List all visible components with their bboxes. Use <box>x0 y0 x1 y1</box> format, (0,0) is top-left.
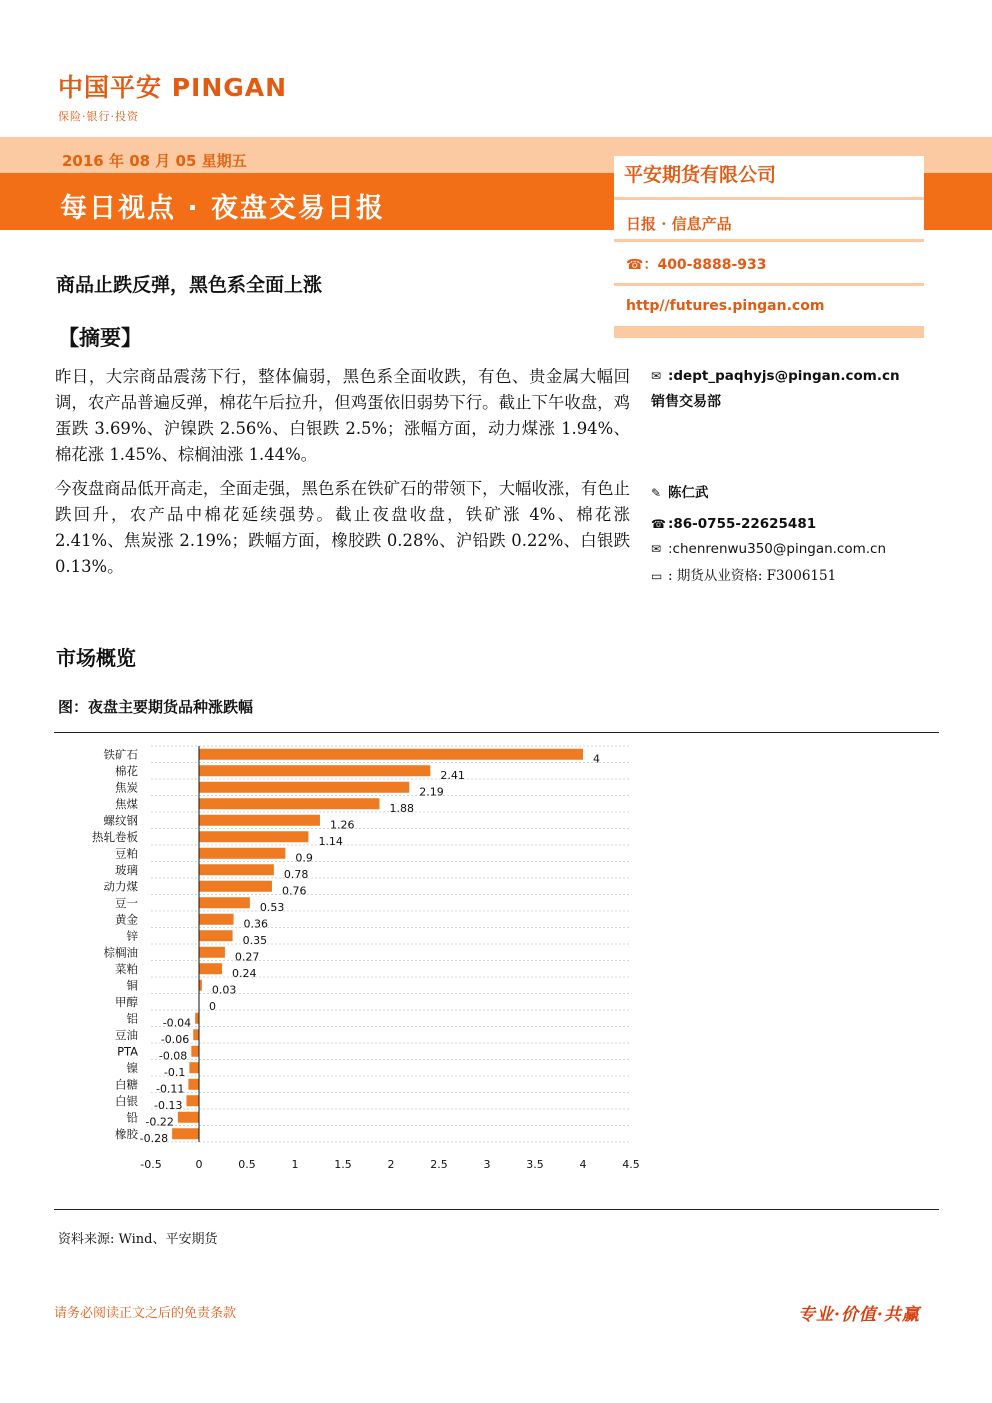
category-label: 玻璃 <box>115 862 138 877</box>
bar <box>199 881 272 892</box>
data-label: 2.41 <box>440 768 465 782</box>
data-label: 1.14 <box>318 834 343 848</box>
data-label: 0.78 <box>283 867 309 881</box>
disclaimer-note: 请务必阅读正文之后的免责条款 <box>54 1306 237 1321</box>
bar <box>199 749 583 760</box>
license-text: : 期货从业资格: F3006151 <box>668 568 837 584</box>
category-label: 焦炭 <box>115 780 138 795</box>
data-label: 0.36 <box>243 917 269 931</box>
license-row <box>651 564 836 584</box>
pen-icon: ✎ <box>651 486 662 500</box>
analyst-name-row <box>651 481 709 501</box>
data-label: -0.11 <box>155 1082 185 1096</box>
abstract-label: 【摘要】 <box>58 326 142 350</box>
product-type: 日报 · 信息产品 <box>614 200 924 242</box>
bar <box>199 831 308 842</box>
category-label: 豆油 <box>115 1027 138 1042</box>
category-label: 螺纹钢 <box>103 813 138 828</box>
analyst-phone: :86-0755-22625481 <box>668 516 817 532</box>
analyst-email: :chenrenwu350@pingan.com.cn <box>668 541 887 557</box>
bar <box>199 848 285 859</box>
category-label: 白银 <box>115 1093 138 1108</box>
bar <box>172 1128 199 1139</box>
analyst-name: 陈仁武 <box>668 485 709 501</box>
report-date: 2016 年 08 月 05 星期五 <box>62 152 247 170</box>
figure-top-rule <box>54 732 939 733</box>
category-label: 镍 <box>126 1060 138 1075</box>
category-label: 棕榈油 <box>103 945 138 960</box>
x-tick-label: 3.5 <box>526 1158 544 1171</box>
sidebar-band-end <box>614 326 924 338</box>
data-label: 0.03 <box>211 983 237 997</box>
bar <box>199 963 222 974</box>
data-label: -0.06 <box>160 1032 190 1046</box>
category-label: 豆一 <box>115 895 138 910</box>
category-label: 白糖 <box>115 1077 138 1092</box>
data-label: 0.53 <box>259 900 285 914</box>
bar <box>199 864 274 875</box>
category-label: 锌 <box>126 928 138 943</box>
hotline-number: 400-8888-933 <box>657 257 767 273</box>
x-tick-label: 2.5 <box>430 1158 448 1171</box>
analyst-email-row[interactable] <box>651 541 886 557</box>
data-label: 4 <box>593 752 600 766</box>
pingan-logo <box>58 68 287 124</box>
category-label: 铁矿石 <box>103 747 138 762</box>
summary-paragraph-1: 昨日，大宗商品震荡下行，整体偏弱，黑色系全面收跌，有色、贵金属大幅回调，农产品普遍反弹，棉花午后拉升，但鸡蛋依旧弱势下行。截止下午收盘，鸡蛋跌 3.69%、沪镍跌 2.56%、白银跌 2.5%；涨幅方面，动力煤涨 1.94%、棉花涨 1.45%、棕榈油涨 1.44%。 <box>55 367 630 464</box>
x-tick-label: 1 <box>291 1158 299 1171</box>
figure-title: 图：夜盘主要期货品种涨跌幅 <box>58 698 254 716</box>
data-label: 0.76 <box>281 884 307 898</box>
bar <box>191 1046 199 1057</box>
data-label: -0.13 <box>154 1098 183 1112</box>
dept-email[interactable] <box>651 368 900 384</box>
source-note: 资料来源: Wind、平安期货 <box>58 1232 218 1247</box>
phone-icon: ☎ <box>651 517 666 531</box>
department-name: 销售交易部 <box>651 394 721 410</box>
bar <box>193 1029 199 1040</box>
phone-icon: ☎ <box>626 257 644 273</box>
bar <box>188 1079 199 1090</box>
data-label: 1.26 <box>329 818 355 832</box>
x-tick-label: 2 <box>387 1158 395 1171</box>
bar <box>195 1013 199 1024</box>
report-title: 每日视点 · 夜盘交易日报 <box>60 193 386 224</box>
dept-email-text: :dept_paqhyjs@pingan.com.cn <box>668 368 900 384</box>
data-label: -0.22 <box>145 1115 174 1129</box>
bar <box>199 782 409 793</box>
bar <box>199 897 250 908</box>
category-label: 黄金 <box>115 912 138 927</box>
data-label: 0.35 <box>242 933 268 947</box>
data-label: 0.24 <box>232 966 257 980</box>
x-tick-label: 4 <box>579 1158 587 1171</box>
x-tick-label: -0.5 <box>140 1158 162 1171</box>
x-tick-label: 3 <box>483 1158 491 1171</box>
analyst-phone-row <box>651 516 816 532</box>
bar <box>199 815 320 826</box>
data-label: -0.1 <box>163 1065 186 1079</box>
bar <box>199 930 233 941</box>
data-label: -0.08 <box>158 1049 188 1063</box>
bar <box>199 798 379 809</box>
logo-subtitle: 保险·银行·投资 <box>58 110 139 123</box>
category-label: 甲醇 <box>115 994 138 1009</box>
figure-bottom-rule <box>54 1209 939 1210</box>
category-label: 豆粕 <box>115 846 138 861</box>
bar <box>178 1112 199 1123</box>
category-label: 热轧卷板 <box>92 829 138 844</box>
x-tick-label: 4.5 <box>622 1158 640 1171</box>
company-name: 平安期货有限公司 <box>614 156 924 200</box>
summary-paragraph-2: 今夜盘商品低开高走，全面走强，黑色系在铁矿石的带领下，大幅收涨，有色止跌回升，农产品中棉花延续强势。截止夜盘收盘，铁矿涨 4%、棉花涨 2.41%、焦炭涨 2.19%；跌幅方面，橡胶跌 0.28%、沪铅跌 0.22%、白银跌 0.13%。 <box>55 479 630 576</box>
x-tick-label: 0.5 <box>238 1158 256 1171</box>
logo-main-text: 中国平安 PINGAN <box>58 73 288 102</box>
category-label: 焦煤 <box>115 796 138 811</box>
change-bar-chart <box>70 740 650 1180</box>
mail-icon: ✉ <box>651 542 662 556</box>
category-label: 铅 <box>126 1110 138 1125</box>
data-label: -0.28 <box>139 1131 169 1145</box>
headline: 商品止跌反弹，黑色系全面上涨 <box>56 274 323 296</box>
data-label: 0.9 <box>295 851 313 865</box>
data-label: 0 <box>209 999 216 1013</box>
hotline: ☎：400-8888-933 <box>614 242 924 286</box>
book-icon: ▭ <box>651 569 663 583</box>
bar <box>199 947 225 958</box>
bar <box>199 765 430 776</box>
category-label: 铜 <box>126 978 138 993</box>
bar <box>187 1095 199 1106</box>
section-title: 市场概览 <box>56 646 136 670</box>
x-tick-label: 1.5 <box>334 1158 352 1171</box>
data-label: -0.04 <box>162 1016 192 1030</box>
category-label: 动力煤 <box>103 879 138 894</box>
data-label: 2.19 <box>419 785 444 799</box>
slogan: 专业·价值·共赢 <box>798 1305 920 1325</box>
category-label: 橡胶 <box>115 1126 138 1141</box>
category-label: 菜粕 <box>115 961 138 976</box>
mail-icon: ✉ <box>651 369 662 383</box>
bar <box>199 914 234 925</box>
category-label: 棉花 <box>115 763 138 778</box>
category-label: 铝 <box>126 1011 138 1026</box>
data-label: 1.88 <box>389 801 414 815</box>
website-link[interactable]: http//futures.pingan.com <box>614 286 924 326</box>
category-label: PTA <box>117 1044 138 1059</box>
data-label: 0.27 <box>234 950 260 964</box>
x-tick-label: 0 <box>195 1158 203 1171</box>
bar <box>189 1062 199 1073</box>
